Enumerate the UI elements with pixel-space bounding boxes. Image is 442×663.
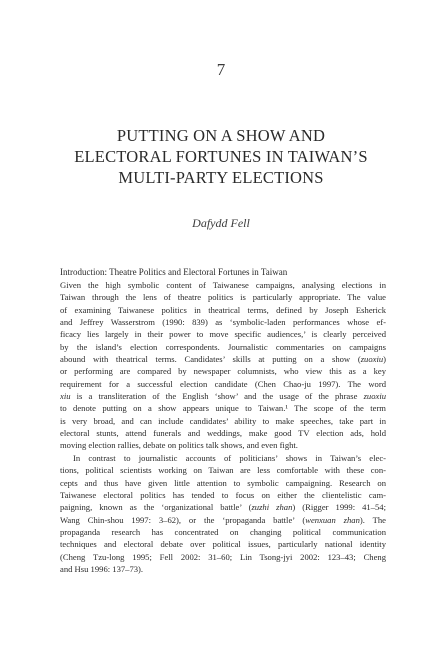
- italic-term: zuzhi zhan: [251, 502, 293, 513]
- text-line: techniques and electoral debate over political issues, particularly national identity: [60, 539, 386, 550]
- text-run: ): [383, 354, 386, 365]
- text-run: Wang Chin-shou 1997: 3–62), or the ‘propaganda battle’ (: [60, 514, 306, 525]
- text-line: (Cheng Tzu-long 1995; Fell 2002: 31–60; Lin Tsong-jyi 2002: 123–43; Cheng: [60, 551, 386, 562]
- text-line: [60, 514, 386, 526]
- chapter-title-line: MULTI-PARTY ELECTIONS: [118, 168, 324, 187]
- text-line: is very broad, and can include candidates’ ability to make speeches, take part in: [60, 415, 386, 426]
- text-line: or performing are compared by newspaper columnists, who view this as a key: [60, 366, 386, 377]
- text-line: [60, 353, 386, 365]
- text-line: moving election rallies, debate on politics talk shows, and even fight.: [60, 440, 298, 451]
- text-line: to denote putting on a show appears unique to Taiwan.¹ The scope of the term: [60, 403, 386, 414]
- text-line: Taiwanese electoral politics has tended to focus on either the clientelistic cam-: [60, 489, 386, 500]
- body-text: [60, 279, 386, 575]
- text-run: ). The: [359, 514, 386, 525]
- italic-term: wenxuan zhan: [305, 514, 360, 525]
- text-line: of examining Taiwanese politics in theatrical terms, defined by Joseph Esherick: [60, 304, 386, 315]
- italic-term: xiu: [60, 391, 71, 402]
- text-line: [60, 390, 386, 402]
- text-line: electoral stunts, attend funerals and weddings, make good TV election ads, hold: [60, 428, 386, 439]
- text-run: is a transliteration of the English ‘show’ and the usage of the phrase: [70, 391, 364, 402]
- italic-term: zuoxiu: [363, 391, 386, 402]
- text-line: by the island’s election correspondents. Journalistic commentaries on campaigns: [60, 341, 386, 352]
- chapter-title-line: PUTTING ON A SHOW AND: [116, 126, 326, 145]
- paragraph: [60, 279, 386, 452]
- chapter-title-line: ELECTORAL FORTUNES IN TAIWAN’S: [74, 147, 368, 166]
- text-line: Given the high symbolic content of Taiwanese campaigns, analysing elections in: [60, 280, 386, 290]
- text-run: paigning, known as the ‘organizational battle’ (: [60, 502, 252, 513]
- chapter-title: [20, 125, 422, 188]
- text-line: In contrast to journalistic accounts of politicians’ shows in Taiwan’s elec-: [73, 452, 386, 463]
- section-heading: Introduction: Theatre Politics and Electoral Fortunes in Taiwan: [60, 267, 288, 277]
- text-line: cepts and thus have given little attention to symbolic campaigning. Research on: [60, 477, 386, 488]
- paragraph: [60, 452, 386, 575]
- text-line: [60, 501, 386, 513]
- text-line: Taiwan through the lens of theatre politics is particularly appropriate. The value: [60, 292, 386, 303]
- text-line: propaganda research has concentrated on changing political communication: [60, 526, 386, 537]
- chapter-number: 7: [216, 60, 226, 79]
- text-run: ) (Rigger 1999: 41–54;: [292, 502, 386, 513]
- text-line: ficacy lies largely in their power to move specific audiences,’ is clearly perceived: [60, 329, 386, 340]
- chapter-author: Dafydd Fell: [192, 216, 250, 230]
- text-run: abound with theatrical terms. Candidates’ skills at putting on a show (: [60, 354, 361, 365]
- text-line: requirement for a successful election candidate (Chen Chao-ju 1997). The word: [60, 378, 386, 389]
- text-line: tions, political scientists working on Taiwan are less comfortable with these con-: [60, 465, 386, 476]
- text-line: and Jeffrey Wasserstrom (1990: 839) as ‘symbolic-laden performances whose ef-: [60, 317, 386, 328]
- italic-term: zuoxiu: [360, 354, 384, 365]
- text-line: and Hsu 1996: 137–73).: [60, 563, 144, 574]
